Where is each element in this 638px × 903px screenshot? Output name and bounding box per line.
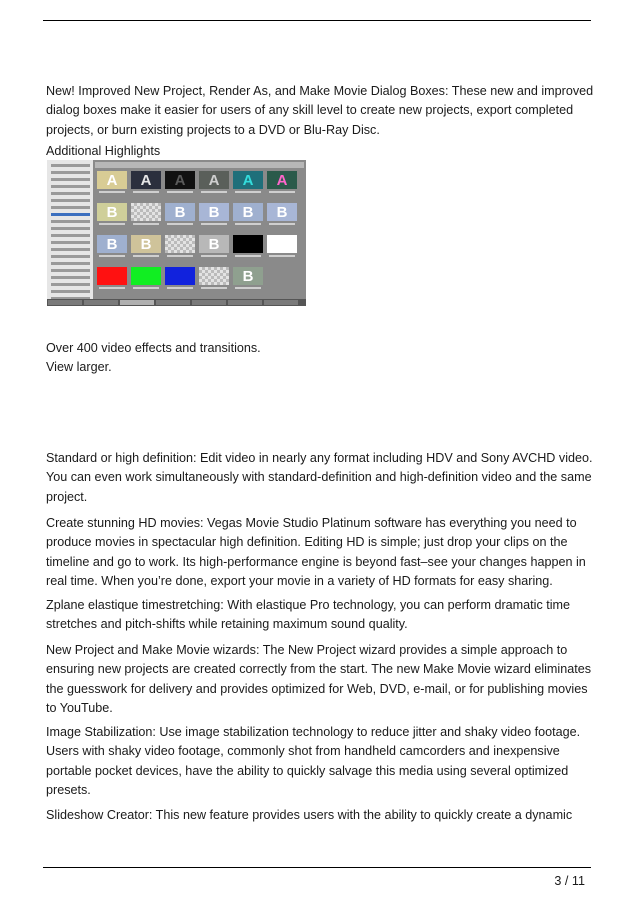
effect-thumbnail [97, 235, 127, 260]
effect-thumbnail-image: A [267, 171, 297, 189]
caption-view-larger: View larger. [46, 360, 112, 375]
effect-thumbnail-image: B [199, 203, 229, 221]
effect-thumbnail-caption [133, 223, 159, 225]
effect-thumbnail [131, 235, 161, 260]
effect-thumbnail-image [267, 235, 297, 253]
effect-thumbnail-caption [167, 191, 193, 193]
effect-thumbnail [199, 171, 229, 196]
effect-thumbnail-image: A [131, 171, 161, 189]
effect-thumbnail [165, 203, 195, 228]
effect-thumbnail-caption [201, 223, 227, 225]
effect-thumbnail-image: B [233, 267, 263, 285]
effect-thumbnail [233, 235, 263, 260]
effect-thumbnail-caption [269, 223, 295, 225]
effect-thumbnail [199, 235, 229, 260]
effect-thumbnail-caption [133, 287, 159, 289]
paragraph-stabilization: Image Stabilization: Use image stabilization technology to reduce jitter and shaky video footage. Users with shaky video footage, commonly shot from handheld camcorders and inexpensive portable pocket devices, have the ability to quickly salvage this media using several optimized presets. [46, 725, 581, 798]
paragraph-standard-hd: Standard or high definition: Edit video in nearly any format including HDV and Sony AVCHD video. You can even work simultaneously with standard-definition and high-definition video and the same project. [46, 451, 593, 504]
effects-screenshot-image [47, 160, 306, 306]
effect-thumbnail [131, 203, 161, 228]
effect-thumbnail-image [199, 267, 229, 285]
effect-thumbnail [199, 267, 229, 292]
effect-thumbnail [131, 171, 161, 196]
effect-thumbnail [97, 267, 127, 292]
heading-additional-highlights: Additional Highlights [46, 144, 161, 158]
paragraph-create-hd: Create stunning HD movies: Vegas Movie Studio Platinum software has everything you need to produce movies in spectacular high definition. Editing HD is simple; just drop your clips on the timeline and go to work. Its high-performance engine is beyond fast–see your changes happen in real time. When you’re done, export your movie in a variety of HD formats for easy sharing. [46, 516, 586, 589]
effect-thumbnail-image: A [233, 171, 263, 189]
effect-thumbnail-image [131, 267, 161, 285]
effect-thumbnail [233, 203, 263, 228]
effect-thumbnail-caption [235, 223, 261, 225]
effect-thumbnail-image: B [199, 235, 229, 253]
effect-thumbnail-caption [201, 255, 227, 257]
effect-thumbnail [267, 171, 297, 196]
caption-line-1: Over 400 video effects and transitions. [46, 341, 261, 355]
header-rule [43, 20, 591, 21]
effect-thumbnail-caption [269, 191, 295, 193]
effect-thumbnail-caption [167, 287, 193, 289]
effect-thumbnail [165, 235, 195, 260]
effect-thumbnail-image: B [267, 203, 297, 221]
effect-thumbnail [267, 203, 297, 228]
effect-thumbnail-caption [235, 287, 261, 289]
effect-thumbnail-caption [201, 191, 227, 193]
effect-thumbnail [165, 267, 195, 292]
footer-rule [43, 867, 591, 868]
effect-thumbnail-caption [235, 191, 261, 193]
effect-thumbnail-image: B [97, 235, 127, 253]
paragraph-wizards: New Project and Make Movie wizards: The New Project wizard provides a simple approach to ensuring new projects are created correctly from the start. The new Make Movie wizard eliminates the guesswork for delivery and provides optimized for Web, DVD, e-mail, or for publishing movies to YouTube. [46, 643, 592, 716]
effect-thumbnail-caption [99, 255, 125, 257]
effects-category-list [47, 160, 93, 299]
effect-thumbnail-image: B [165, 203, 195, 221]
effect-thumbnail [131, 267, 161, 292]
effect-thumbnail-caption [133, 255, 159, 257]
effect-thumbnail-caption [235, 255, 261, 257]
effect-thumbnail-image [165, 235, 195, 253]
effects-panel-header [95, 162, 304, 168]
panel-tabs [47, 299, 306, 306]
effect-thumbnail-image: B [233, 203, 263, 221]
effect-thumbnail-caption [269, 255, 295, 257]
effect-thumbnail [233, 267, 263, 292]
effect-thumbnail-caption [99, 223, 125, 225]
caption-effects [46, 339, 598, 378]
effect-thumbnail-caption [201, 287, 227, 289]
effect-thumbnail [97, 171, 127, 196]
effect-thumbnail-caption [99, 287, 125, 289]
paragraph-zplane: Zplane elastique timestretching: With elastique Pro technology, you can perform dramatic time stretches and pitch-shifts while retaining maximum sound quality. [46, 598, 571, 632]
effect-thumbnail [97, 203, 127, 228]
effect-thumbnail-image: B [97, 203, 127, 221]
effect-thumbnail-image [97, 267, 127, 285]
effect-thumbnail-image [131, 203, 161, 221]
effect-thumbnail-caption [167, 223, 193, 225]
effect-thumbnail [233, 171, 263, 196]
effect-thumbnail-image: A [165, 171, 195, 189]
paragraph-dialog-boxes: New! Improved New Project, Render As, and Make Movie Dialog Boxes: These new and improved dialog boxes make it easier for users of any skill level to create new projects, export completed projects, or burn existing projects to a DVD or Blu-Ray Disc. [46, 84, 594, 137]
effect-thumbnail-image: A [199, 171, 229, 189]
effect-thumbnail-image [165, 267, 195, 285]
effect-thumbnail-image: B [131, 235, 161, 253]
effect-thumbnail-image [233, 235, 263, 253]
effect-thumbnail [165, 171, 195, 196]
effect-thumbnail-image: A [97, 171, 127, 189]
effect-thumbnail [199, 203, 229, 228]
paragraph-slideshow: Slideshow Creator: This new feature provides users with the ability to quickly create a dynamic [46, 808, 573, 822]
page-number: 3 / 11 [554, 874, 585, 888]
effect-thumbnail-caption [99, 191, 125, 193]
effect-thumbnail [267, 235, 297, 260]
effect-thumbnail-caption [167, 255, 193, 257]
effect-thumbnail-caption [133, 191, 159, 193]
